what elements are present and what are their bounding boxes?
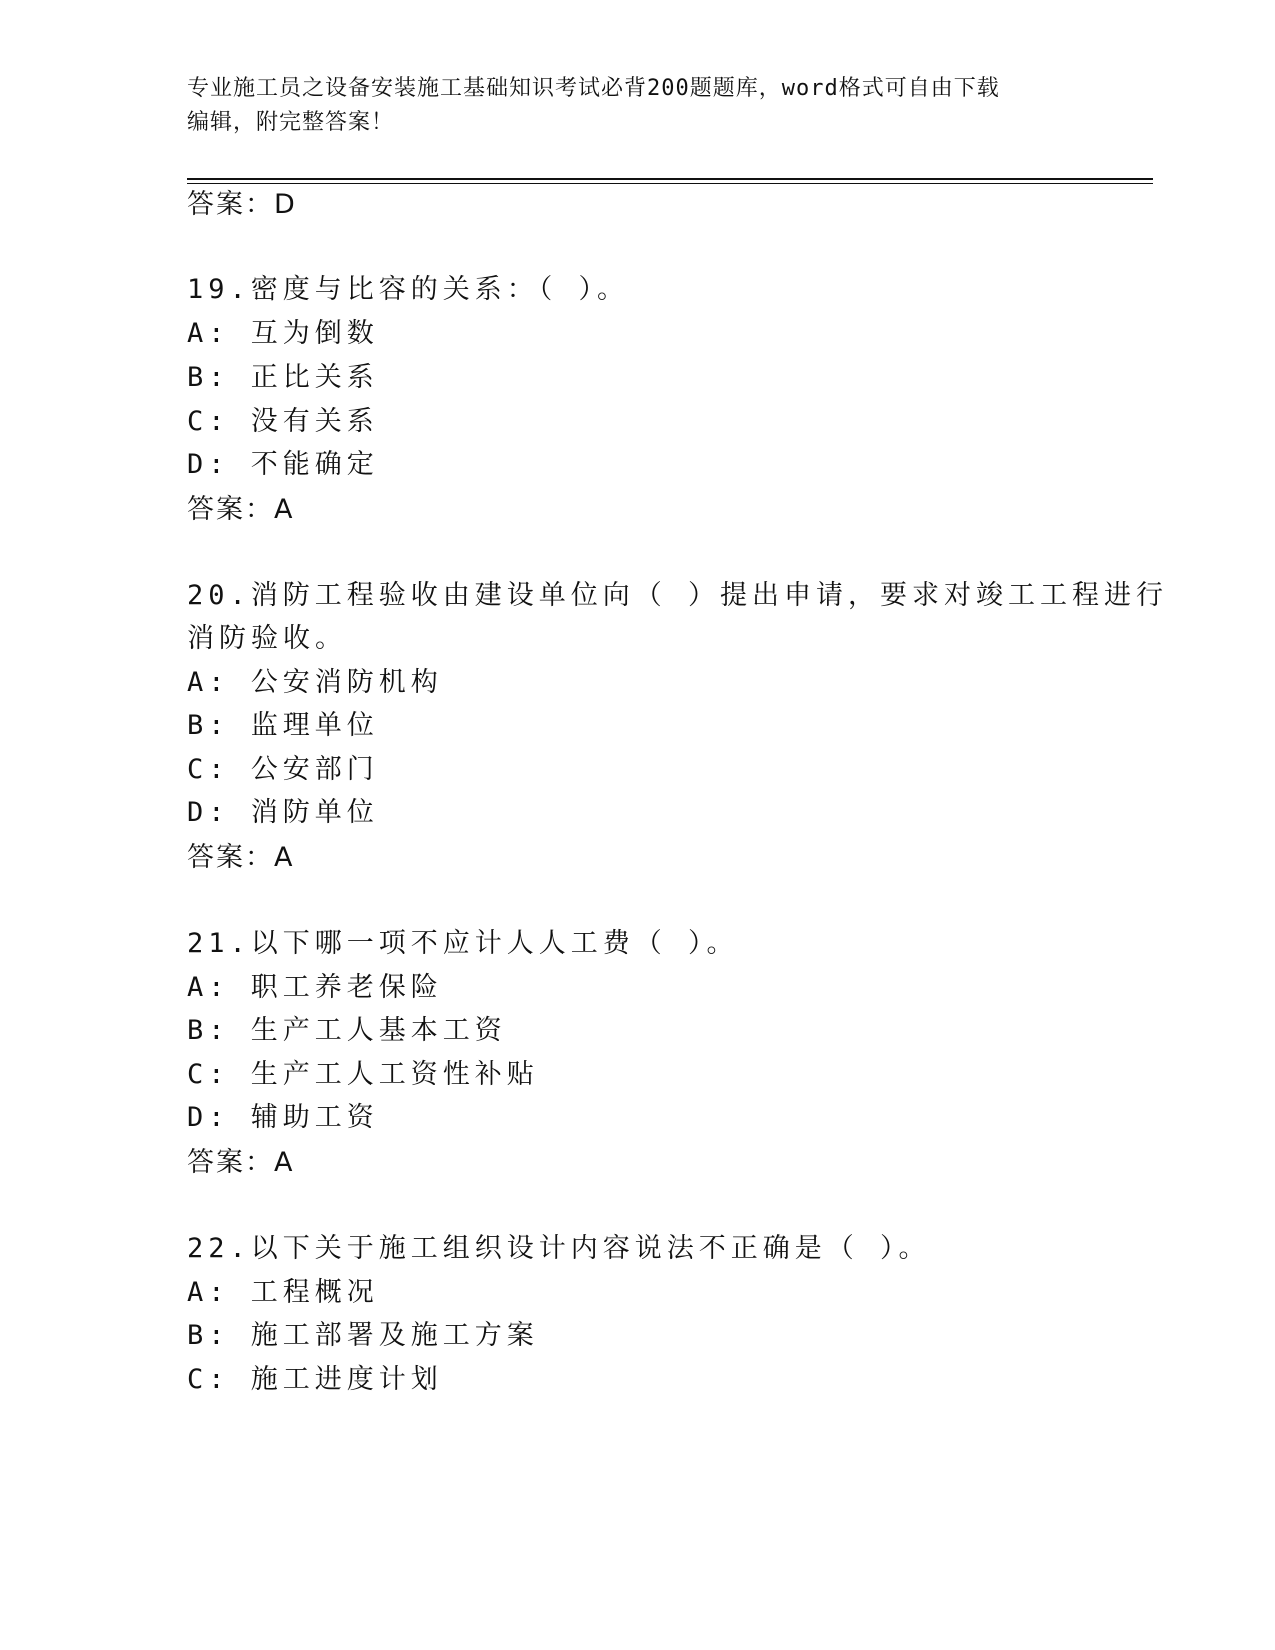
option-d: D: 不能确定: [187, 449, 379, 480]
option-a: A: 互为倒数: [187, 318, 379, 349]
option-a: A: 公安消防机构: [187, 667, 443, 698]
header-line-2: 编辑，附完整答案！: [187, 110, 395, 135]
option-c: C: 没有关系: [187, 406, 379, 437]
option-b: B: 施工部署及施工方案: [187, 1320, 539, 1351]
question-stem: 20.消防工程验收由建设单位向（ ）提出申请，要求对竣工工程进行: [187, 580, 1169, 611]
question-stem: 19.密度与比容的关系：（ ）。: [187, 274, 630, 305]
question-stem: 22.以下关于施工组织设计内容说法不正确是（ ）。: [187, 1233, 931, 1264]
option-d: D: 辅助工资: [187, 1102, 379, 1133]
header-line-1: 专业施工员之设备安装施工基础知识考试必背200题题库，word格式可自由下载: [187, 76, 1000, 101]
document-header: [187, 72, 1067, 140]
option-a: A: 工程概况: [187, 1277, 379, 1308]
answer-line: 答案：A: [187, 842, 295, 873]
answer-line: 答案：D: [187, 189, 297, 220]
answer-line: 答案：A: [187, 494, 295, 525]
option-b: B: 正比关系: [187, 362, 379, 393]
question-stem: 21.以下哪一项不应计人人工费（ ）。: [187, 928, 739, 959]
option-a: A: 职工养老保险: [187, 972, 443, 1003]
option-c: C: 生产工人工资性补贴: [187, 1059, 539, 1090]
answer-line: 答案：A: [187, 1147, 295, 1178]
option-b: B: 监理单位: [187, 710, 379, 741]
option-b: B: 生产工人基本工资: [187, 1015, 507, 1046]
header-divider-thin: [187, 183, 1153, 184]
option-c: C: 公安部门: [187, 754, 379, 785]
option-c: C: 施工进度计划: [187, 1364, 443, 1395]
question-stem-continued: 消防验收。: [187, 623, 347, 654]
header-divider: [187, 178, 1153, 180]
option-d: D: 消防单位: [187, 797, 379, 828]
